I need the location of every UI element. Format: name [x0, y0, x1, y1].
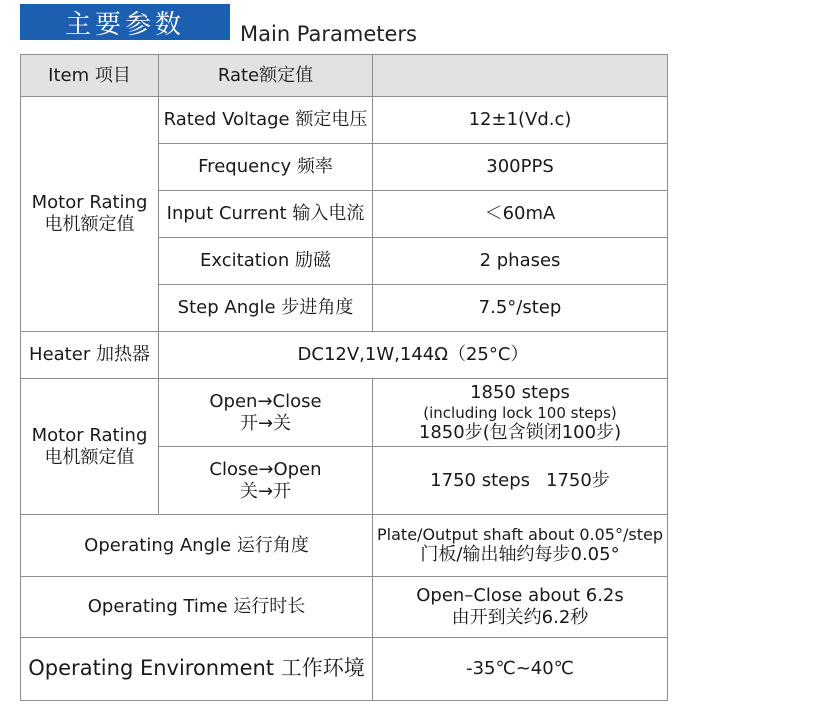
open-close-value	[373, 379, 668, 447]
section-title-en: Main Parameters	[240, 22, 418, 46]
close-open-value	[373, 447, 668, 515]
motor-rating-label-cn: 电机额定值	[44, 214, 135, 235]
param-input-current: Input Current 输入电流	[159, 191, 373, 238]
header-rate: Rate额定值	[159, 54, 373, 97]
close-open-label-cn: 关→开	[239, 480, 292, 502]
motor-steps-label	[20, 379, 159, 515]
operating-time-label: Operating Time 运行时长	[20, 577, 373, 638]
open-close-steps-cn: 1850步(包含锁闭100步)	[418, 421, 622, 443]
param-excitation: Excitation 励磁	[159, 238, 373, 285]
section-title-badge	[20, 4, 230, 40]
value-frequency: 300PPS	[373, 144, 668, 191]
header-blank	[373, 54, 668, 97]
value-step-angle: 7.5°/step	[373, 285, 668, 332]
close-open-label	[159, 447, 373, 515]
close-open-steps: 1750 steps	[430, 469, 531, 491]
open-close-label-cn: 开→关	[239, 412, 292, 434]
open-close-label-en: Open→Close	[209, 390, 322, 412]
param-step-angle: Step Angle 步进角度	[159, 285, 373, 332]
heater-value: DC12V,1W,144Ω（25°C）	[159, 332, 668, 379]
operating-angle-en: Plate/Output shaft about 0.05°/step	[377, 525, 663, 545]
header-item: Item 项目	[20, 54, 159, 97]
close-open-steps-cn: 1750步	[546, 469, 610, 491]
operating-environment-label: Operating Environment 工作环境	[20, 638, 373, 701]
value-input-current: ＜60mA	[373, 191, 668, 238]
section-title-cn: 主要参数	[64, 9, 185, 40]
operating-time-cn: 由开到关约6.2秒	[451, 607, 589, 628]
value-rated-voltage: 12±1(Vd.c)	[373, 97, 668, 144]
heater-label: Heater 加热器	[20, 332, 159, 379]
motor-steps-label-cn: 电机额定值	[44, 446, 135, 468]
motor-rating-label	[20, 97, 159, 332]
parameters-table	[20, 54, 668, 704]
operating-time-value	[373, 577, 668, 638]
operating-environment-value: -35℃~40℃	[373, 638, 668, 701]
param-frequency: Frequency 频率	[159, 144, 373, 191]
close-open-label-en: Close→Open	[209, 458, 322, 480]
open-close-lock-note: (including lock 100 steps)	[423, 403, 617, 422]
operating-angle-cn: 门板/输出轴约每步0.05°	[420, 544, 620, 566]
value-excitation: 2 phases	[373, 238, 668, 285]
motor-rating-label-en: Motor Rating	[31, 192, 148, 214]
operating-angle-label: Operating Angle 运行角度	[20, 515, 373, 577]
param-rated-voltage: Rated Voltage 额定电压	[159, 97, 373, 144]
motor-steps-label-en: Motor Rating	[31, 424, 148, 446]
open-close-steps: 1850 steps	[470, 381, 570, 403]
operating-time-en: Open–Close about 6.2s	[416, 585, 624, 607]
operating-angle-value	[373, 515, 668, 577]
open-close-label	[159, 379, 373, 447]
